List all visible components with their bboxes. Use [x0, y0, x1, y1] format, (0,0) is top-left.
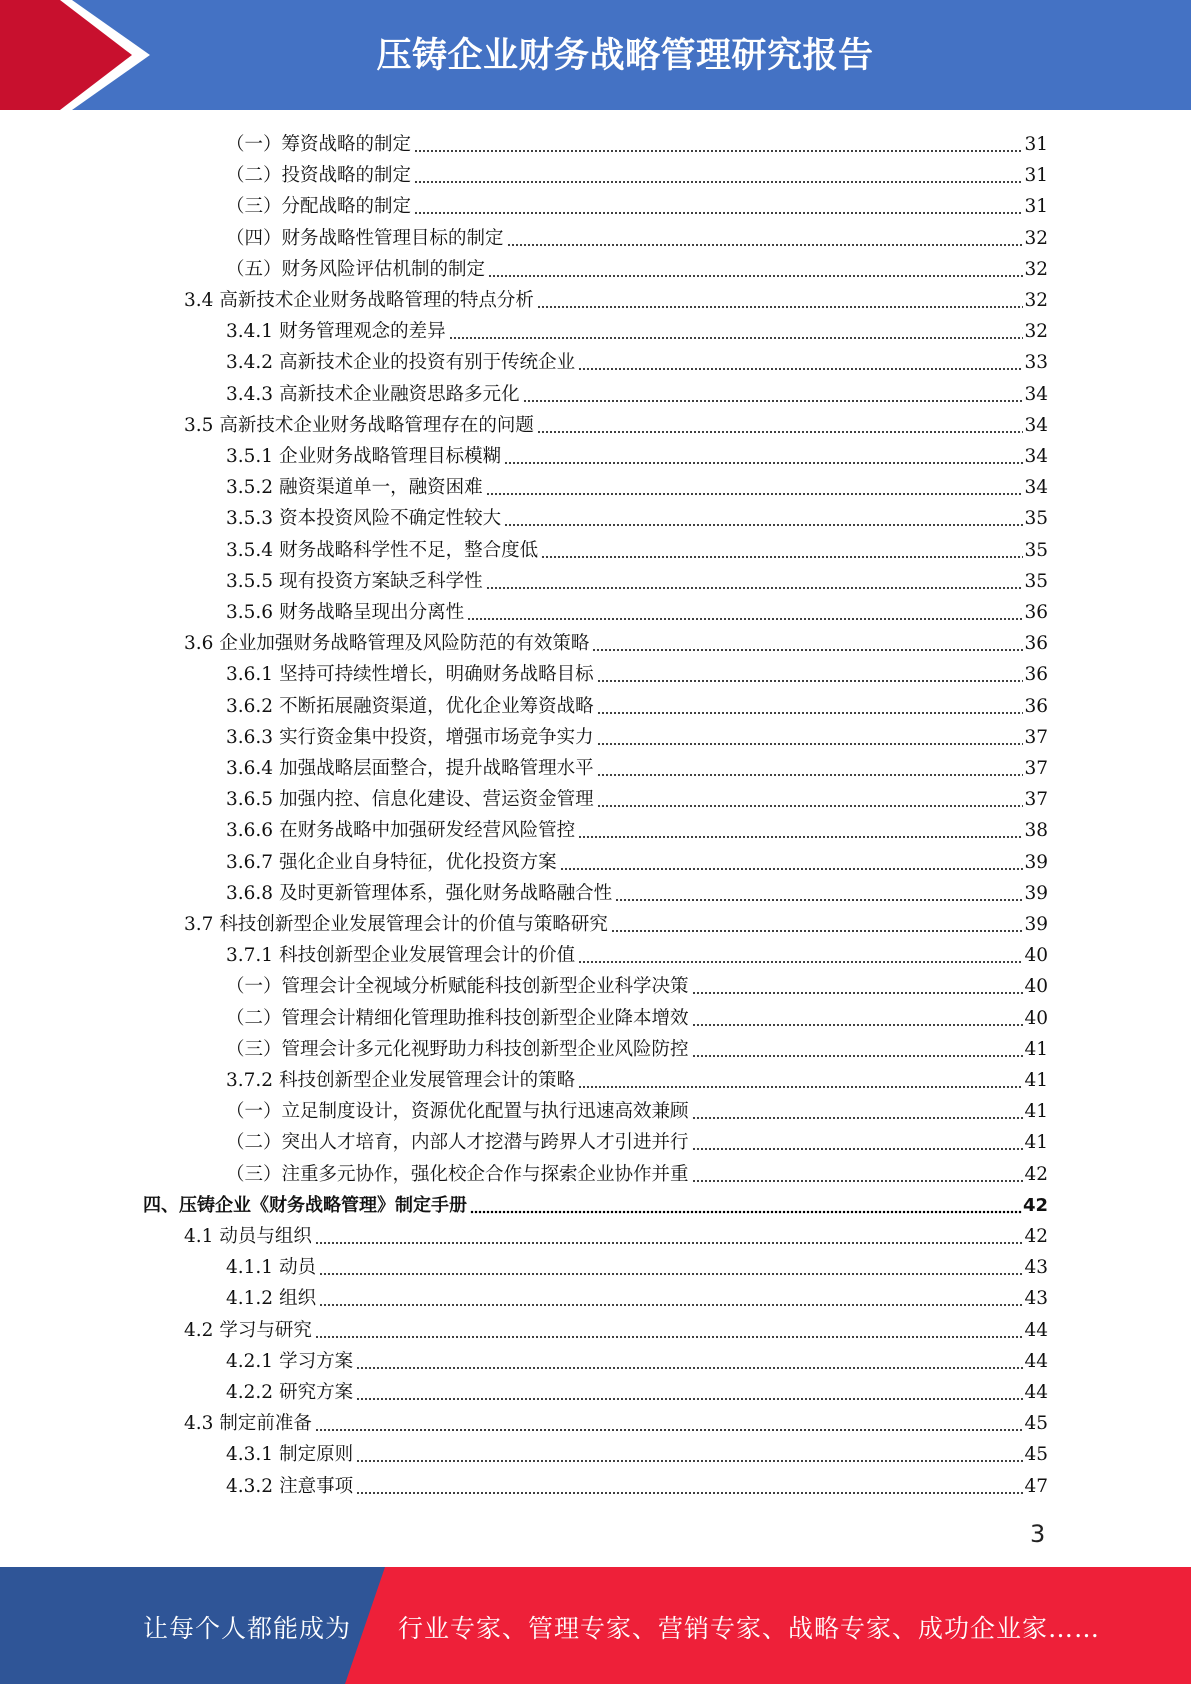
toc-entry-label [184, 1318, 312, 1344]
toc-dot-leader [537, 291, 1024, 309]
toc-dot-leader [315, 1414, 1024, 1432]
toc-entry-number: 3.5.6 [226, 602, 274, 623]
toc-page-number: 37 [1024, 758, 1048, 779]
toc-entry-title: 高新技术企业财务战略管理存在的问题 [219, 414, 534, 436]
toc-entry-label [226, 350, 575, 376]
toc-dot-leader [578, 821, 1023, 839]
toc-entry-number: 3.4.2 [226, 352, 274, 374]
footer-slogan-right: 行业专家、管理专家、营销专家、战略专家、成功企业家…… [398, 1614, 1101, 1643]
toc-page-number: 34 [1024, 414, 1048, 436]
toc-page-number: 32 [1024, 321, 1048, 343]
toc-entry-label [226, 694, 594, 720]
page-header [0, 0, 1191, 110]
toc-entry-title: 财务管理观念的差异 [279, 321, 446, 343]
toc-entry-label [226, 538, 538, 564]
toc-dot-leader [692, 1102, 1024, 1120]
toc-entry[interactable] [226, 1281, 1048, 1312]
toc-entry-number: 4.2.2 [226, 1382, 274, 1403]
toc-entry-label [226, 662, 594, 688]
toc-entry[interactable] [226, 938, 1048, 969]
toc-entry-title: 及时更新管理体系，强化财务战略融合性 [279, 882, 613, 904]
toc-entry-number: 4.2 [184, 1319, 214, 1341]
toc-page-number: 41 [1024, 1070, 1048, 1091]
toc-entry-label [226, 818, 575, 844]
toc-entry-label [184, 631, 589, 657]
toc-entry[interactable] [226, 657, 1048, 688]
page-footer [0, 1567, 1191, 1684]
toc-entry-title: 管理会计全视域分析赋能科技创新型企业科学决策 [281, 976, 689, 998]
toc-entry-label [184, 288, 534, 314]
toc-entry[interactable] [226, 345, 1048, 376]
toc-entry-title: 四、压铸企业《财务战略管理》制定手册 [143, 1194, 467, 1216]
toc-dot-leader [319, 1289, 1023, 1307]
toc-entry-label [226, 1349, 353, 1375]
toc-entry[interactable] [226, 689, 1048, 720]
toc-entry-label [226, 881, 612, 907]
toc-dot-leader [597, 790, 1024, 808]
toc-entry-number: 3.5.1 [226, 446, 274, 467]
toc-entry-number: （三） [226, 196, 282, 218]
toc-dot-leader [356, 1445, 1023, 1463]
toc-entry[interactable] [226, 189, 1048, 220]
toc-dot-leader [523, 385, 1024, 403]
toc-entry-number: （四） [226, 227, 282, 249]
toc-dot-leader [356, 1383, 1023, 1401]
toc-page-number: 41 [1024, 1038, 1048, 1060]
toc-dot-leader [467, 603, 1023, 621]
toc-entry[interactable] [184, 1313, 1048, 1344]
toc-entry[interactable] [184, 408, 1048, 439]
toc-dot-leader [319, 1258, 1023, 1276]
toc-page-number: 31 [1024, 165, 1048, 187]
toc-dot-leader [578, 353, 1023, 371]
toc-entry-label [226, 444, 501, 470]
toc-entry-title: 资本投资风险不确定性较大 [279, 508, 502, 530]
toc-entry-label [226, 1130, 689, 1156]
toc-entry-title: 融资渠道单一，融资困难 [279, 477, 483, 499]
toc-dot-leader [692, 1133, 1024, 1151]
toc-page-number: 41 [1024, 1101, 1048, 1123]
toc-entry-number: （一） [226, 134, 282, 155]
toc-entry-number: （一） [226, 1101, 282, 1123]
chevron-arrow-icon [0, 0, 160, 110]
toc-entry[interactable] [226, 127, 1048, 158]
toc-entry[interactable] [184, 1219, 1048, 1250]
toc-entry-label [226, 725, 594, 751]
toc-entry[interactable] [226, 564, 1048, 595]
toc-entry[interactable] [226, 1157, 1048, 1188]
toc-entry-label [184, 1224, 312, 1250]
toc-entry-number: 4.1.2 [226, 1288, 274, 1310]
toc-dot-leader [507, 229, 1024, 247]
toc-entry-label [226, 1442, 353, 1468]
toc-page-number: 31 [1024, 134, 1048, 155]
toc-entry-number: 3.6.3 [226, 726, 274, 748]
toc-entry-title: 学习方案 [279, 1350, 354, 1372]
toc-entry[interactable] [226, 1032, 1048, 1063]
toc-page-number: 47 [1024, 1475, 1048, 1497]
toc-entry-label [226, 787, 594, 813]
toc-page-number: 32 [1024, 290, 1048, 311]
toc-entry-title: 财务风险评估机制的制定 [281, 258, 486, 280]
toc-entry-number: 4.3.2 [226, 1475, 274, 1497]
toc-entry[interactable] [226, 252, 1048, 283]
toc-entry-number: （一） [226, 976, 282, 998]
toc-page-number: 35 [1024, 508, 1048, 530]
toc-entry-label [226, 1286, 316, 1312]
toc-entry-title: 强化企业自身特征，优化投资方案 [279, 851, 557, 873]
toc-entry-number: 3.6.2 [226, 695, 274, 717]
toc-entry-number: 3.7 [184, 914, 214, 935]
toc-entry[interactable] [226, 470, 1048, 501]
toc-entry-label [226, 1474, 353, 1500]
toc-dot-leader [470, 1196, 1022, 1214]
toc-entry-title: 加强内控、信息化建设、营运资金管理 [279, 789, 594, 811]
toc-dot-leader [315, 1227, 1024, 1245]
toc-entry-title: 管理会计精细化管理助推科技创新型企业降本增效 [281, 1007, 689, 1029]
toc-entry-title: 在财务战略中加强研发经营风险管控 [279, 820, 576, 842]
toc-entry-label [226, 319, 446, 345]
toc-entry-label [184, 912, 608, 938]
toc-entry-title: 不断拓展融资渠道，优化企业筹资战略 [279, 695, 594, 717]
page-number: 3 [1030, 1520, 1046, 1548]
toc-entry-title: 动员与组织 [219, 1226, 312, 1247]
toc-entry[interactable] [226, 1437, 1048, 1468]
toc-entry-label [226, 600, 464, 626]
toc-entry-label [226, 756, 594, 782]
toc-entry-label [143, 1193, 467, 1219]
toc-entry[interactable] [184, 1406, 1048, 1437]
toc-entry[interactable] [226, 1469, 1048, 1500]
toc-entry[interactable] [226, 314, 1048, 345]
toc-page-number: 34 [1024, 383, 1048, 405]
toc-dot-leader [615, 884, 1023, 902]
toc-page-number: 38 [1024, 820, 1048, 842]
toc-entry-number: 3.6 [184, 633, 214, 655]
toc-page-number: 42 [1024, 1163, 1048, 1185]
toc-entry-number: 3.6.5 [226, 789, 274, 811]
toc-page-number: 31 [1024, 196, 1048, 218]
toc-page-number: 40 [1024, 1007, 1048, 1029]
toc-page-number: 42 [1024, 1226, 1048, 1247]
toc-dot-leader [486, 478, 1024, 496]
toc-entry[interactable] [184, 907, 1048, 938]
toc-entry-label [226, 1099, 689, 1125]
toc-dot-leader [692, 1040, 1024, 1058]
toc-dot-leader [560, 853, 1024, 871]
toc-dot-leader [597, 665, 1024, 683]
toc-entry[interactable] [226, 501, 1048, 532]
toc-entry-number: 4.2.1 [226, 1350, 274, 1372]
toc-entry[interactable] [226, 221, 1048, 252]
toc-dot-leader [488, 260, 1023, 278]
toc-dot-leader [597, 728, 1024, 746]
toc-entry-number: （三） [226, 1038, 282, 1060]
toc-entry-title: 投资战略的制定 [281, 165, 412, 187]
toc-entry-number: 4.3.1 [226, 1444, 274, 1466]
toc-entry-label [226, 475, 483, 501]
toc-entry-number: （二） [226, 1007, 282, 1029]
toc-dot-leader [692, 1009, 1024, 1027]
toc-page-number: 34 [1024, 446, 1048, 467]
toc-entry[interactable] [226, 1094, 1048, 1125]
toc-entry-title: 突出人才培育，内部人才挖潜与跨界人才引进并行 [281, 1132, 689, 1154]
toc-entry-title: 制定前准备 [219, 1413, 312, 1435]
toc-entry-number: 3.5.2 [226, 477, 274, 499]
toc-entry[interactable] [226, 595, 1048, 626]
toc-entry-label [184, 1411, 312, 1437]
toc-entry-title: 管理会计多元化视野助力科技创新型企业风险防控 [281, 1038, 689, 1060]
toc-entry-title: 加强战略层面整合，提升战略管理水平 [279, 758, 594, 779]
toc-entry-title: 科技创新型企业发展管理会计的价值 [279, 945, 576, 967]
toc-entry[interactable] [226, 533, 1048, 564]
toc-page-number: 37 [1024, 726, 1048, 748]
toc-entry-label [226, 974, 689, 1000]
toc-entry-number: 3.7.1 [226, 945, 274, 967]
toc-entry[interactable] [226, 377, 1048, 408]
toc-entry-number: 4.3 [184, 1413, 214, 1435]
toc-entry-label [226, 163, 411, 189]
toc-page-number: 32 [1024, 258, 1048, 280]
toc-entry[interactable] [226, 969, 1048, 1000]
toc-dot-leader [597, 697, 1024, 715]
toc-page-number: 42 [1022, 1194, 1048, 1216]
toc-entry-title: 高新技术企业的投资有别于传统企业 [279, 352, 576, 374]
toc-entry-number: 3.4 [184, 290, 214, 311]
toc-entry-number: 3.6.4 [226, 758, 274, 779]
toc-entry[interactable] [226, 1125, 1048, 1156]
toc-entry-number: 3.5 [184, 414, 214, 436]
toc-dot-leader [414, 135, 1023, 153]
toc-entry[interactable] [226, 751, 1048, 782]
toc-entry-label [226, 569, 483, 595]
toc-entry-number: 3.5.5 [226, 570, 274, 592]
toc-entry[interactable] [226, 1063, 1048, 1094]
toc-entry-title: 学习与研究 [219, 1319, 312, 1341]
toc-entry-title: 财务战略呈现出分离性 [279, 602, 465, 623]
toc-dot-leader [692, 977, 1024, 995]
toc-dot-leader [592, 634, 1023, 652]
toc-entry-label [226, 132, 411, 158]
toc-entry[interactable] [226, 1375, 1048, 1406]
toc-entry-title: 财务战略科学性不足，整合度低 [279, 539, 539, 561]
toc-entry-number: 3.6.1 [226, 664, 274, 686]
toc-page-number: 44 [1024, 1319, 1048, 1341]
toc-entry-number: 4.1.1 [226, 1257, 274, 1279]
toc-entry-title: 财务战略性管理目标的制定 [281, 227, 504, 249]
toc-dot-leader [486, 572, 1024, 590]
toc-entry-title: 筹资战略的制定 [281, 134, 412, 155]
toc-page-number: 43 [1024, 1257, 1048, 1279]
toc-entry-title: 分配战略的制定 [281, 196, 412, 218]
toc-entry-number: 3.4.1 [226, 321, 274, 343]
toc-entry-label [184, 413, 534, 439]
toc-entry[interactable] [226, 845, 1048, 876]
toc-page-number: 45 [1024, 1413, 1048, 1435]
toc-entry[interactable] [226, 813, 1048, 844]
toc-entry-label [226, 194, 411, 220]
toc-page-number: 40 [1024, 945, 1048, 967]
toc-entry-label [226, 1006, 689, 1032]
toc-entry[interactable] [226, 1001, 1048, 1032]
toc-entry-title: 高新技术企业融资思路多元化 [279, 383, 520, 405]
toc-entry-title: 坚持可持续性增长，明确财务战略目标 [279, 664, 594, 686]
toc-dot-leader [356, 1477, 1023, 1495]
toc-page-number: 39 [1024, 851, 1048, 873]
toc-page-number: 39 [1024, 882, 1048, 904]
toc-entry-title: 研究方案 [279, 1382, 354, 1403]
toc-entry-title: 制定原则 [279, 1444, 354, 1466]
toc-dot-leader [315, 1321, 1024, 1339]
toc-entry-label [226, 1255, 316, 1281]
toc-page-number: 45 [1024, 1444, 1048, 1466]
document-title: 压铸企业财务战略管理研究报告 [376, 36, 874, 76]
toc-dot-leader [414, 166, 1023, 184]
toc-entry-number: 3.7.2 [226, 1070, 274, 1091]
toc-entry-title: 现有投资方案缺乏科学性 [279, 570, 483, 592]
toc-entry-label [226, 1380, 353, 1406]
toc-dot-leader [504, 447, 1023, 465]
toc-dot-leader [356, 1352, 1023, 1370]
toc-entry-label [226, 257, 485, 283]
toc-entry-title: 动员 [279, 1257, 317, 1279]
toc-entry-title: 科技创新型企业发展管理会计的价值与策略研究 [219, 914, 608, 935]
toc-entry-title: 注重多元协作，强化校企合作与探索企业协作并重 [281, 1163, 689, 1185]
toc-entry-number: 3.6.6 [226, 820, 274, 842]
toc-dot-leader [449, 322, 1024, 340]
toc-dot-leader [611, 915, 1024, 933]
toc-entry-title: 科技创新型企业发展管理会计的策略 [279, 1070, 576, 1091]
toc-page-number: 35 [1024, 539, 1048, 561]
toc-entry[interactable] [226, 876, 1048, 907]
toc-entry[interactable] [226, 439, 1048, 470]
toc-entry-label [226, 226, 504, 252]
toc-entry-title: 立足制度设计，资源优化配置与执行迅速高效兼顾 [281, 1101, 689, 1123]
toc-entry[interactable] [184, 626, 1048, 657]
toc-entry-label [226, 1068, 575, 1094]
toc-page-number: 35 [1024, 570, 1048, 592]
toc-entry-label [226, 382, 520, 408]
toc-page-number: 41 [1024, 1132, 1048, 1154]
toc-entry-title: 企业财务战略管理目标模糊 [279, 446, 502, 467]
toc-entry-label [226, 1162, 689, 1188]
toc-entry-label [226, 850, 557, 876]
toc-entry-number: 4.1 [184, 1226, 214, 1247]
toc-entry-label [226, 1037, 689, 1063]
toc-entry-number: （五） [226, 258, 282, 280]
toc-dot-leader [537, 416, 1024, 434]
toc-page-number: 37 [1024, 789, 1048, 811]
toc-page-number: 43 [1024, 1288, 1048, 1310]
toc-entry[interactable] [226, 720, 1048, 751]
toc-entry-title: 高新技术企业财务战略管理的特点分析 [219, 290, 534, 311]
toc-dot-leader [541, 541, 1023, 559]
toc-entry[interactable] [226, 1250, 1048, 1281]
toc-dot-leader [692, 1165, 1024, 1183]
toc-dot-leader [578, 1071, 1023, 1089]
toc-page-number: 40 [1024, 976, 1048, 998]
toc-page-number: 39 [1024, 914, 1048, 935]
toc-entry[interactable] [226, 1344, 1048, 1375]
toc-page-number: 36 [1024, 633, 1048, 655]
toc-entry-number: （二） [226, 1132, 282, 1154]
footer-slogan-left: 让每个人都能成为 [143, 1614, 352, 1643]
toc-page-number: 36 [1024, 664, 1048, 686]
toc-entry-number: （二） [226, 165, 282, 187]
toc-entry[interactable] [143, 1188, 1048, 1219]
toc-entry-number: 3.4.3 [226, 383, 274, 405]
toc-entry[interactable] [184, 283, 1048, 314]
toc-entry-title: 注意事项 [279, 1475, 354, 1497]
toc-dot-leader [504, 509, 1023, 527]
toc-page-number: 36 [1024, 695, 1048, 717]
toc-dot-leader [597, 759, 1024, 777]
toc-entry-number: 3.6.7 [226, 851, 274, 873]
toc-dot-leader [578, 946, 1023, 964]
toc-entry-number: 3.5.3 [226, 508, 274, 530]
toc-entry-title: 实行资金集中投资，增强市场竞争实力 [279, 726, 594, 748]
toc-page-number: 44 [1024, 1382, 1048, 1403]
toc-entry-number: （三） [226, 1163, 282, 1185]
toc-entry-number: 3.6.8 [226, 882, 274, 904]
toc-entry[interactable] [226, 158, 1048, 189]
toc-page-number: 33 [1024, 352, 1048, 374]
toc-entry-label [226, 506, 501, 532]
toc-entry-title: 企业加强财务战略管理及风险防范的有效策略 [219, 633, 590, 655]
toc-page-number: 34 [1024, 477, 1048, 499]
toc-page-number: 44 [1024, 1350, 1048, 1372]
toc-entry-title: 组织 [279, 1288, 317, 1310]
toc-entry[interactable] [226, 782, 1048, 813]
toc-entry-number: 3.5.4 [226, 539, 274, 561]
toc-dot-leader [414, 197, 1023, 215]
toc-page-number: 32 [1024, 227, 1048, 249]
toc-entry-label [226, 943, 575, 969]
toc-page-number: 36 [1024, 602, 1048, 623]
